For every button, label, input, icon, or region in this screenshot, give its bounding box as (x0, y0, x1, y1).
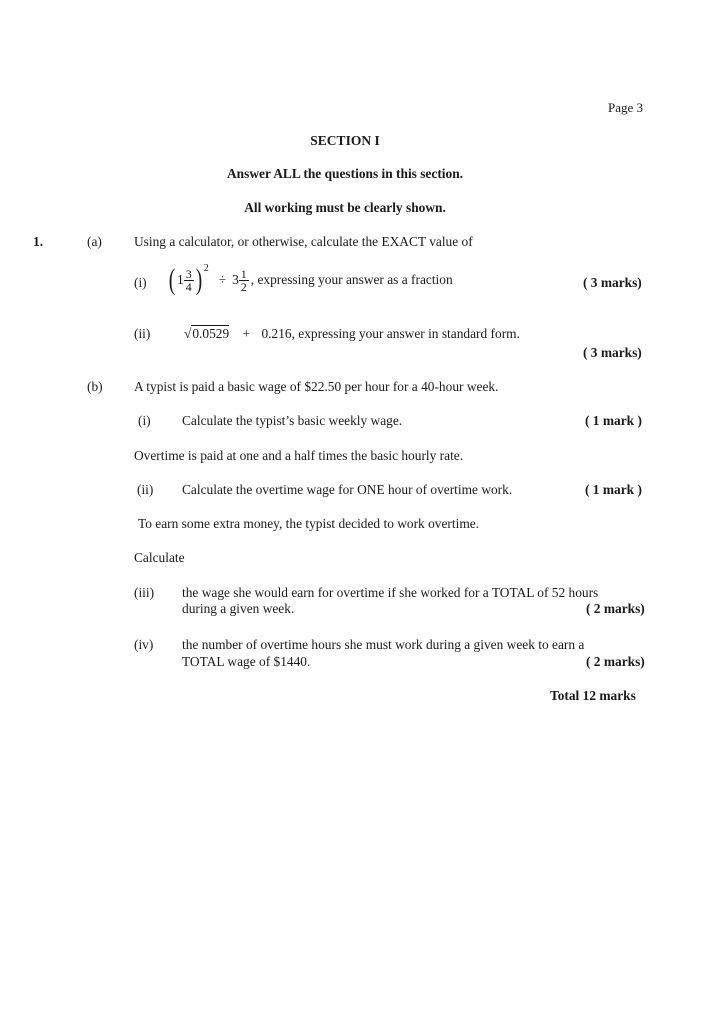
part-b-iv-label: (iv) (134, 637, 154, 652)
page-number: Page 3 (608, 100, 644, 115)
fraction-3-4: $\frac{3}{4}$ (185, 266, 192, 294)
radicand: 0.0529 (192, 326, 230, 341)
part-b-iii-marks: ( 2 marks) (586, 601, 645, 616)
part-b-ii-text: Calculate the overtime wage for ONE hour of overtime work. (182, 482, 513, 497)
part-a-i-label: (i) (134, 275, 147, 290)
math-expression-a-ii (184, 326, 520, 342)
part-a-i-text: , expressing your answer as a fraction (250, 272, 453, 287)
part-a-ii-label: (ii) (134, 326, 151, 341)
right-parenthesis: ) (195, 263, 202, 296)
part-b-i-label: (i) (138, 413, 151, 428)
section-title: SECTION I (310, 133, 380, 148)
part-b-iii-label: (iii) (134, 585, 155, 600)
part-a-ii-text: 0.216, expressing your answer in standard form. (261, 326, 520, 341)
part-a-stem: Using a calculator, or otherwise, calculate the EXACT value of (134, 234, 473, 249)
plus-operator: + (242, 326, 251, 341)
instruction-answer-all: Answer ALL the questions in this section. (227, 166, 463, 181)
mixed-whole-2: 3 (232, 272, 239, 287)
mixed-whole-1: 1 (177, 272, 184, 287)
sqrt-symbol: √ (184, 326, 192, 341)
part-b-iii-line1: the wage she would earn for overtime if she worked for a TOTAL of 52 hours (182, 585, 599, 600)
part-b-stem: A typist is paid a basic wage of $22.50 per hour for a 40-hour week. (134, 379, 499, 394)
part-b-iii-line2: during a given week. (182, 601, 295, 616)
exponent: 2 (203, 262, 209, 274)
part-b-label: (b) (87, 379, 103, 394)
total-marks: Total 12 marks (550, 688, 636, 703)
part-b-iv-marks: ( 2 marks) (586, 654, 645, 669)
part-b-i-text: Calculate the typist’s basic weekly wage. (182, 413, 403, 428)
left-parenthesis: ( (168, 263, 176, 296)
question-number: 1. (33, 234, 44, 249)
part-b-ii-marks: ( 1 mark ) (585, 482, 642, 497)
divide-operator: ÷ (218, 272, 227, 287)
fraction-1-2: $\frac{1}{2}$ (240, 266, 247, 294)
instruction-working: All working must be clearly shown. (244, 200, 446, 215)
part-b-ii-label: (ii) (137, 482, 154, 497)
part-b-iv-line2: TOTAL wage of $1440. (182, 654, 311, 669)
part-a-i-marks: ( 3 marks) (583, 275, 642, 290)
part-b-i-marks: ( 1 mark ) (585, 413, 642, 428)
part-a-ii-marks: ( 3 marks) (583, 345, 642, 360)
extra-money-statement: To earn some extra money, the typist decided to work overtime. (138, 516, 480, 531)
overtime-statement: Overtime is paid at one and a half times the basic hourly rate. (134, 448, 464, 463)
part-a-label: (a) (87, 234, 102, 249)
math-expression-a-i (167, 258, 453, 302)
calculate-heading: Calculate (134, 550, 185, 565)
part-b-iv-line1: the number of overtime hours she must work during a given week to earn a (182, 637, 585, 652)
